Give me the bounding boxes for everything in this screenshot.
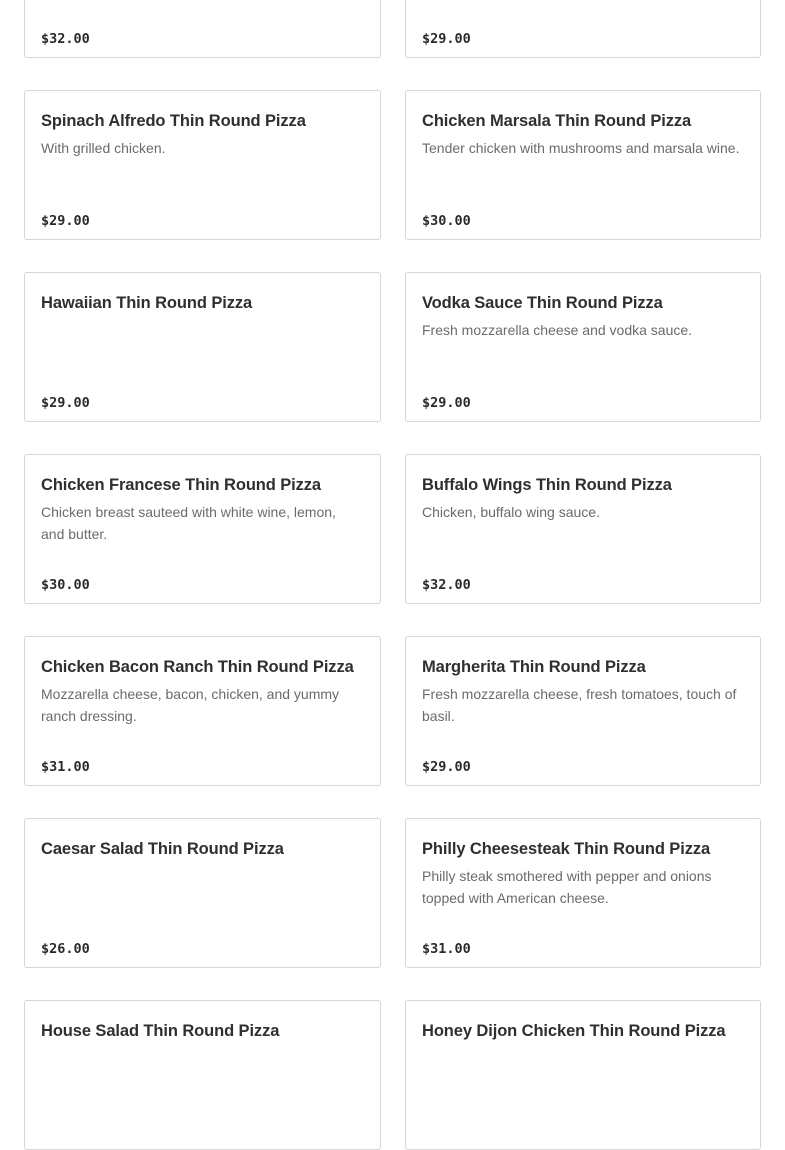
menu-item-name: Chicken Marsala Thin Round Pizza	[422, 112, 692, 130]
menu-item-description: Tender chicken with mushrooms and marsala wine.	[422, 140, 740, 156]
menu-item-card[interactable]	[24, 0, 381, 58]
menu-item-name: Chicken Bacon Ranch Thin Round Pizza	[41, 658, 354, 676]
menu-item-card[interactable]	[405, 1000, 761, 1150]
menu-item-name: Chicken Francese Thin Round Pizza	[41, 476, 322, 494]
menu-item-description: Fresh mozzarella cheese, fresh tomatoes, touch of basil.	[422, 686, 737, 724]
menu-item-price: $29.00	[422, 395, 471, 411]
menu-item-card[interactable]	[405, 818, 761, 968]
menu-item-price: $26.00	[41, 941, 90, 957]
menu-item-description: Philly steak smothered with pepper and onions topped with American cheese.	[422, 868, 712, 906]
menu-item-card[interactable]	[24, 90, 381, 240]
menu-item-card[interactable]	[24, 636, 381, 786]
menu-item-description: With grilled chicken.	[41, 140, 166, 156]
menu-item-name: Spinach Alfredo Thin Round Pizza	[41, 112, 306, 130]
menu-item-price: $29.00	[422, 759, 471, 775]
menu-item-grid	[24, 0, 761, 1150]
menu-item-name: Caesar Salad Thin Round Pizza	[41, 840, 284, 858]
menu-item-card[interactable]	[405, 90, 761, 240]
menu-item-price: $32.00	[41, 31, 90, 47]
menu-item-card[interactable]	[405, 272, 761, 422]
menu-item-card[interactable]	[24, 818, 381, 968]
menu-item-price: $31.00	[41, 759, 90, 775]
menu-item-price: $30.00	[422, 213, 471, 229]
menu-item-price: $29.00	[422, 31, 471, 47]
menu-item-description: Fresh mozzarella cheese and vodka sauce.	[422, 322, 693, 338]
menu-item-description: Chicken breast sauteed with white wine, lemon, and butter.	[41, 504, 336, 542]
menu-item-price: $32.00	[422, 577, 471, 593]
menu-item-name: Vodka Sauce Thin Round Pizza	[422, 294, 663, 312]
menu-item-name: Honey Dijon Chicken Thin Round Pizza	[422, 1022, 726, 1040]
menu-item-price: $29.00	[41, 395, 90, 411]
menu-item-card[interactable]	[24, 454, 381, 604]
menu-item-card[interactable]	[405, 454, 761, 604]
menu-item-name: Buffalo Wings Thin Round Pizza	[422, 476, 672, 494]
menu-item-price: $30.00	[41, 577, 90, 593]
menu-item-name: Margherita Thin Round Pizza	[422, 658, 646, 676]
menu-item-price: $31.00	[422, 941, 471, 957]
menu-item-name: Hawaiian Thin Round Pizza	[41, 294, 253, 312]
menu-item-name: House Salad Thin Round Pizza	[41, 1022, 280, 1040]
menu-item-card[interactable]	[24, 272, 381, 422]
menu-item-card[interactable]	[405, 0, 761, 58]
menu-item-name: Philly Cheesesteak Thin Round Pizza	[422, 840, 711, 858]
menu-item-description: Chicken, buffalo wing sauce.	[422, 504, 600, 520]
menu-item-price: $29.00	[41, 213, 90, 229]
menu-item-card[interactable]	[405, 636, 761, 786]
menu-item-description: Mozzarella cheese, bacon, chicken, and yummy ranch dressing.	[41, 686, 340, 724]
menu-item-card[interactable]	[24, 1000, 381, 1150]
